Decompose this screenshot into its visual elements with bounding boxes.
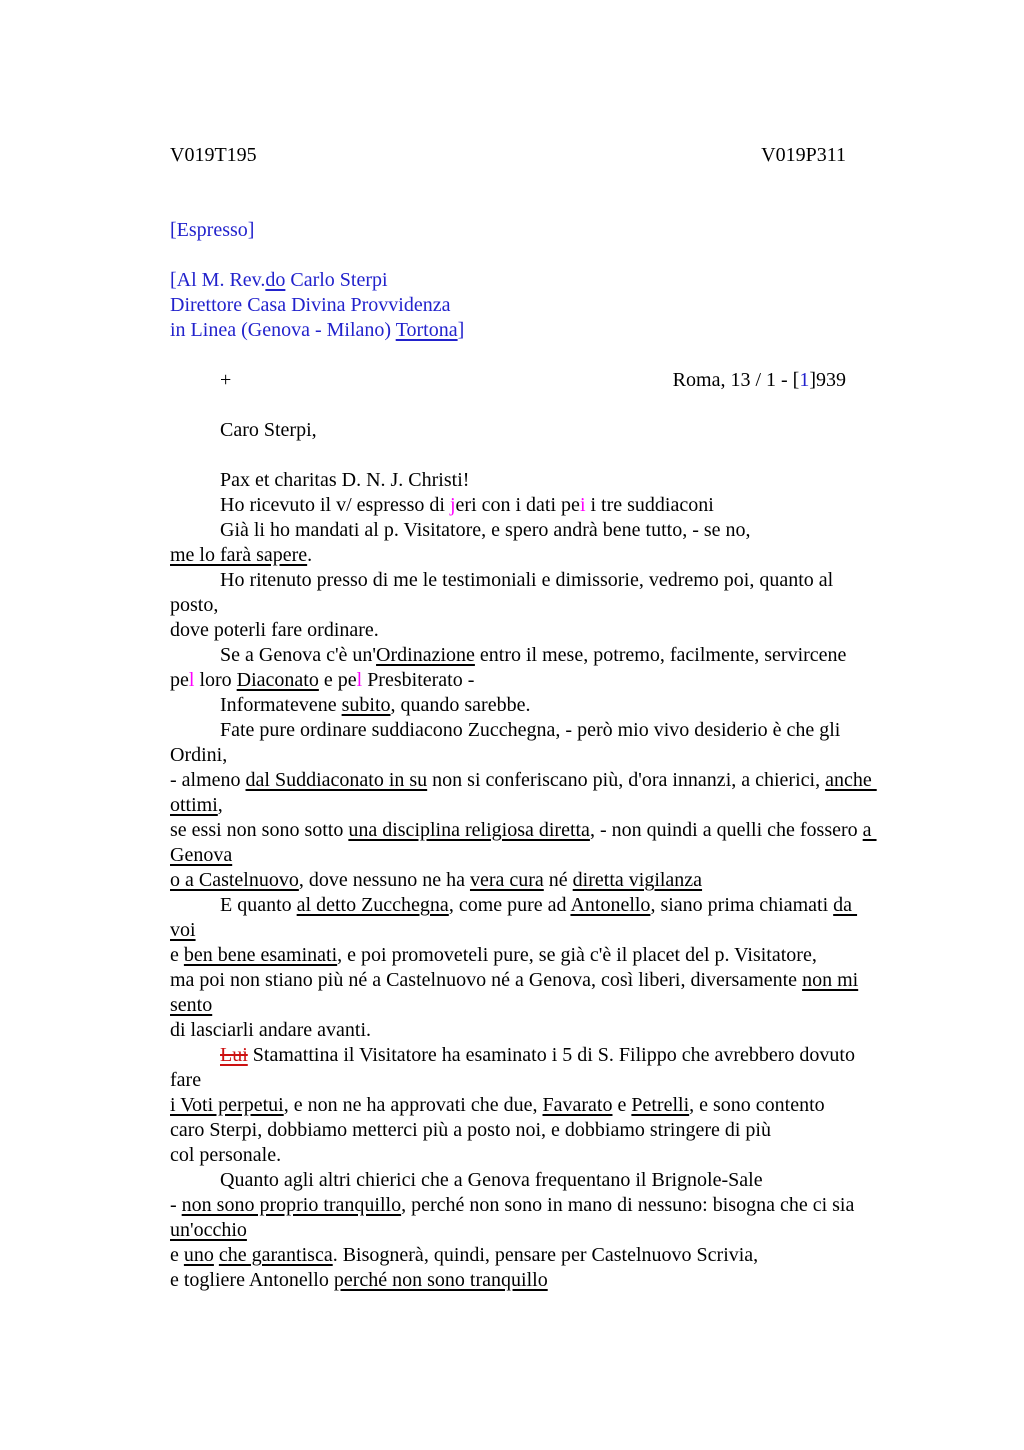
- underlined-text-run: una disciplina religiosa diretta: [348, 819, 590, 841]
- text-line: [170, 1043, 950, 1068]
- text-line: [170, 668, 950, 693]
- underlined-text-run: Antonello: [570, 894, 651, 916]
- text-line: [170, 793, 950, 818]
- text-run: di lasciarli andare avanti.: [170, 1019, 372, 1041]
- underlined-text-run: Ordinazione: [376, 644, 475, 666]
- text-line: [170, 1093, 950, 1118]
- text-run: e: [170, 944, 184, 966]
- text-line: [170, 293, 950, 318]
- text-line: [170, 543, 950, 568]
- text-run: eri con i dati pe: [455, 494, 580, 516]
- text-run: e: [170, 1244, 184, 1266]
- blue-text-run: 1: [799, 369, 810, 391]
- blank-line: [170, 343, 950, 368]
- text-run: ,: [217, 794, 223, 816]
- text-run: entro il mese, potremo, facilmente, servircene: [474, 644, 847, 666]
- header-line-right: [761, 143, 846, 168]
- text-run: Ordini,: [170, 744, 228, 766]
- underlined-text-run: al detto Zucchegna: [296, 894, 449, 916]
- underlined-text-run: perché non sono tranquillo: [333, 1269, 548, 1291]
- text-line: [170, 993, 950, 1018]
- text-run: Ho ricevuto il v/ espresso di: [220, 494, 450, 516]
- text-line: [170, 1243, 950, 1268]
- text-run: , e sono contento: [689, 1094, 825, 1116]
- underlined-text-run: ottimi: [170, 794, 218, 816]
- text-line: [170, 218, 950, 243]
- blue-text-run: [Al M. Rev.: [170, 269, 266, 291]
- text-line: [170, 568, 950, 593]
- text-line: [170, 643, 950, 668]
- text-run: Quanto agli altri chierici che a Genova frequentano il Brignole-Sale: [220, 1169, 763, 1191]
- text-run: - almeno: [170, 769, 246, 791]
- text-line: [170, 768, 950, 793]
- text-run: Ho ritenuto presso di me le testimoniali e dimissorie, vedremo poi, quanto al: [220, 569, 834, 591]
- magenta-char-run: i: [579, 494, 586, 516]
- underlined-text-run: uno: [183, 1244, 214, 1266]
- text-run: +: [220, 369, 232, 391]
- text-line: [170, 518, 950, 543]
- magenta-char-run: l: [356, 669, 363, 691]
- underlined-text-run: me lo farà sapere: [170, 544, 308, 566]
- text-run: Roma, 13 / 1 - [: [672, 369, 800, 391]
- underlined-text-run: a: [862, 819, 877, 841]
- text-run: pe: [170, 669, 189, 691]
- text-line: [170, 493, 950, 518]
- text-run: . Bisognerà, quindi, pensare per Castelnuovo Scrivia,: [332, 1244, 759, 1266]
- blue-text-run: [Espresso]: [170, 219, 255, 241]
- text-line: [170, 1068, 950, 1093]
- blue-text-run: in Linea (Genova - Milano): [170, 319, 396, 341]
- text-line: [170, 693, 950, 718]
- underlined-text-run: dal Suddiaconato in su: [245, 769, 428, 791]
- text-run: e: [612, 1094, 632, 1116]
- text-run: , - non quindi a quelli che fossero: [589, 819, 863, 841]
- text-run: , come pure ad: [448, 894, 571, 916]
- text-run: .: [307, 544, 313, 566]
- letter-content: [170, 143, 950, 1293]
- text-line: [170, 1143, 950, 1168]
- text-run: , e non ne ha approvati che due,: [283, 1094, 543, 1116]
- text-run: Informatevene: [220, 694, 342, 716]
- underlined-text-run: ben bene esaminati: [183, 944, 338, 966]
- text-line: [170, 318, 950, 343]
- text-line: [170, 1118, 950, 1143]
- text-run: Stamattina il Visitatore ha esaminato i 5 di S. Filippo che avrebbero dovuto: [247, 1044, 855, 1066]
- text-line: [170, 943, 950, 968]
- blue-text-run: do: [265, 269, 286, 291]
- text-run: , perché non sono in mano di nessuno: bisogna che ci sia: [401, 1194, 855, 1216]
- text-line: [170, 1268, 950, 1293]
- text-run: fare: [170, 1069, 202, 1091]
- text-run: se essi non sono sotto: [170, 819, 349, 841]
- blue-text-run: ]: [457, 319, 465, 341]
- text-line: [170, 893, 950, 918]
- text-run: Pax et charitas D. N. J. Christi!: [220, 469, 470, 491]
- text-line: [170, 418, 950, 443]
- date-line-right: [673, 368, 846, 393]
- text-run: dove poterli fare ordinare.: [170, 619, 379, 641]
- blank-line: [170, 243, 950, 268]
- text-line: [170, 593, 950, 618]
- blank-line: [170, 443, 950, 468]
- underlined-text-run: Diaconato: [236, 669, 319, 691]
- text-run: loro: [194, 669, 237, 691]
- text-run: col personale.: [170, 1144, 282, 1166]
- text-line: [170, 468, 950, 493]
- underlined-text-run: subito: [341, 694, 391, 716]
- magenta-char-run: l: [188, 669, 195, 691]
- text-line: [170, 968, 950, 993]
- blue-text-run: Tortona: [395, 319, 458, 341]
- text-line: [170, 1193, 950, 1218]
- magenta-char-run: j: [449, 494, 456, 516]
- blue-text-run: Carlo Sterpi: [285, 269, 388, 291]
- underlined-text-run: voi: [170, 919, 196, 941]
- header-line-left: [170, 143, 257, 168]
- underlined-text-run: Genova: [170, 844, 233, 866]
- text-run: Caro Sterpi,: [220, 419, 317, 441]
- date-line-left: [170, 368, 231, 393]
- text-run: caro Sterpi, dobbiamo metterci più a posto noi, e dobbiamo stringere di più: [170, 1119, 771, 1141]
- header-line: [170, 143, 846, 168]
- text-run: Presbiterato -: [362, 669, 475, 691]
- blank-line: [170, 168, 950, 193]
- strikethrough-word: Lui: [220, 1044, 248, 1066]
- text-run: né: [543, 869, 573, 891]
- text-run: V019P311: [761, 144, 846, 166]
- text-run: E quanto: [220, 894, 297, 916]
- text-run: e pe: [318, 669, 357, 691]
- text-run: , e poi promoveteli pure, se già c'è il placet del p. Visitatore,: [337, 944, 817, 966]
- underlined-text-run: non sono proprio tranquillo: [181, 1194, 402, 1216]
- text-line: [170, 268, 950, 293]
- underlined-text-run: non mi: [802, 969, 859, 991]
- text-line: [170, 1168, 950, 1193]
- underlined-text-run: da: [833, 894, 858, 916]
- text-run: ]939: [809, 369, 846, 391]
- text-line: [170, 818, 950, 843]
- blank-line: [170, 393, 950, 418]
- underlined-text-run: diretta vigilanza: [572, 869, 703, 891]
- underlined-text-run: un'occhio: [170, 1219, 247, 1241]
- text-line: [170, 868, 950, 893]
- underlined-text-run: vera cura: [469, 869, 544, 891]
- underlined-text-run: Petrelli: [631, 1094, 690, 1116]
- underlined-text-run: i Voti perpetui: [170, 1094, 284, 1116]
- text-run: non si conferiscano più, d'ora innanzi, a chierici,: [427, 769, 826, 791]
- text-line: [170, 743, 950, 768]
- underlined-text-run: anche: [825, 769, 877, 791]
- text-run: Già li ho mandati al p. Visitatore, e spero andrà bene tutto, - se no,: [220, 519, 751, 541]
- text-run: , quando sarebbe.: [390, 694, 531, 716]
- text-run: i tre suddiaconi: [585, 494, 714, 516]
- text-run: , siano prima chiamati: [650, 894, 834, 916]
- underlined-text-run: sento: [170, 994, 213, 1016]
- text-run: e togliere Antonello: [170, 1269, 334, 1291]
- text-run: posto,: [170, 594, 219, 616]
- text-run: -: [170, 1194, 182, 1216]
- text-run: ma poi non stiano più né a Castelnuovo né a Genova, così liberi, diversamente: [170, 969, 803, 991]
- text-line: [170, 1018, 950, 1043]
- text-line: [170, 843, 950, 868]
- text-line: [170, 618, 950, 643]
- text-line: [170, 718, 950, 743]
- underlined-text-run: Favarato: [542, 1094, 613, 1116]
- underlined-text-run: che garantisca: [218, 1244, 333, 1266]
- text-run: Se a Genova c'è un': [220, 644, 377, 666]
- underlined-text-run: o a Castelnuovo: [170, 869, 299, 891]
- blue-text-run: Direttore Casa Divina Provvidenza: [170, 294, 451, 316]
- date-line: [170, 368, 846, 393]
- text-run: , dove nessuno ne ha: [298, 869, 470, 891]
- text-run: Fate pure ordinare suddiacono Zucchegna, - però mio vivo desiderio è che gli: [220, 719, 841, 741]
- text-line: [170, 1218, 950, 1243]
- text-line: [170, 918, 950, 943]
- text-run: V019T195: [170, 144, 257, 166]
- blank-line: [170, 193, 950, 218]
